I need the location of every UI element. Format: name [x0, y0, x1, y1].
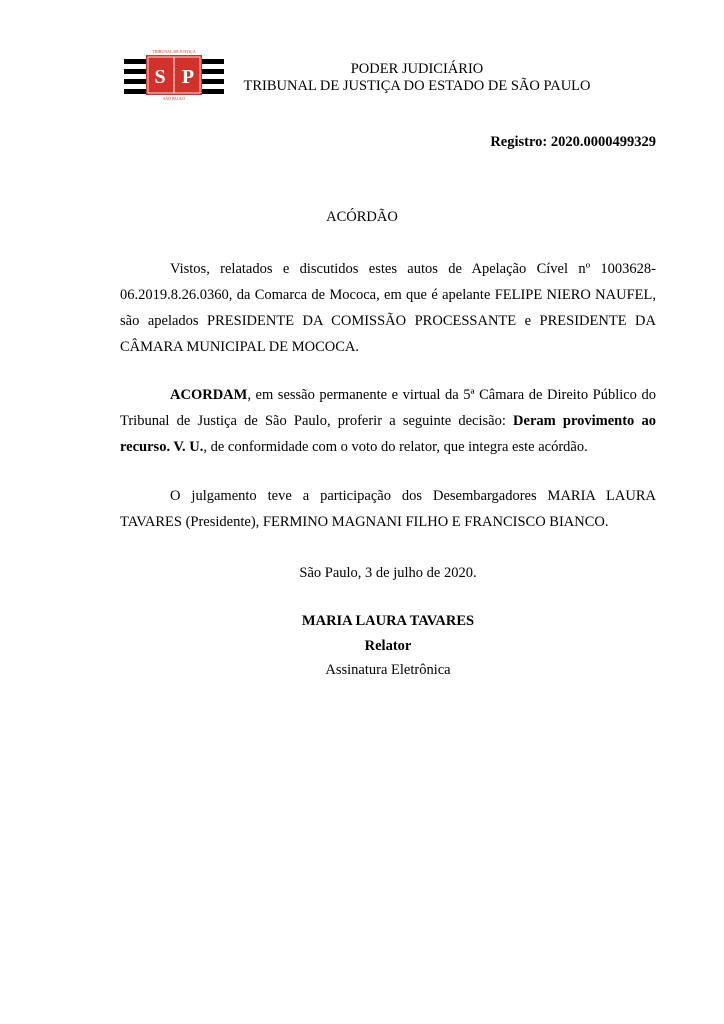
svg-text:TRIBUNAL DE JUSTIÇA: TRIBUNAL DE JUSTIÇA [152, 49, 196, 54]
header-line-1: PODER JUDICIÁRIO [350, 61, 484, 77]
header-line-2: TRIBUNAL DE JUSTIÇA DO ESTADO DE SÃO PAULO [243, 78, 591, 94]
svg-text:P: P [181, 66, 195, 88]
registro-number: Registro: 2020.0000499329 [490, 134, 656, 150]
court-seal-logo [124, 47, 224, 101]
court-seal-icon [124, 47, 224, 101]
signature-type: Assinatura Eletrônica [325, 662, 451, 678]
document-date: São Paulo, 3 de julho de 2020. [299, 565, 477, 581]
document-title: ACÓRDÃO [326, 209, 398, 225]
paragraph-judges: O julgamento teve a participação dos Desembargadores MARIA LAURA TAVARES (Presidente), FERMINO MAGNANI FILHO E FRANCISCO BIANCO. [120, 488, 656, 530]
signature-role: Relator [364, 638, 412, 654]
signature-name: MARIA LAURA TAVARES [301, 613, 475, 629]
svg-text:SÃO PAULO: SÃO PAULO [163, 96, 185, 101]
document-header [232, 61, 602, 95]
decision-tail: , de conformidade com o voto do relator, que integra este acórdão. [203, 439, 588, 455]
decision-text: Deram provimento ao recurso. V. U. [120, 413, 656, 455]
acordam-label: ACORDAM [170, 387, 248, 403]
svg-text:S: S [154, 66, 166, 88]
paragraph-case-description: Vistos, relatados e discutidos estes autos de Apelação Cível nº 1003628-06.2019.8.26.0360, da Comarca de Mococa, em que é apelante FELIPE NIERO NAUFEL, são apelados PRESIDENTE DA COMISSÃO PROCESSANTE e PRESIDENTE DA CÂMARA MUNICIPAL DE MOCOCA. [120, 261, 656, 355]
decision-intro: , em sessão permanente e virtual da 5ª Câmara de Direito Público do Tribunal de Justiça de São Paulo, proferir a seguinte decisão: [120, 387, 656, 429]
paragraph-decision [120, 382, 656, 460]
